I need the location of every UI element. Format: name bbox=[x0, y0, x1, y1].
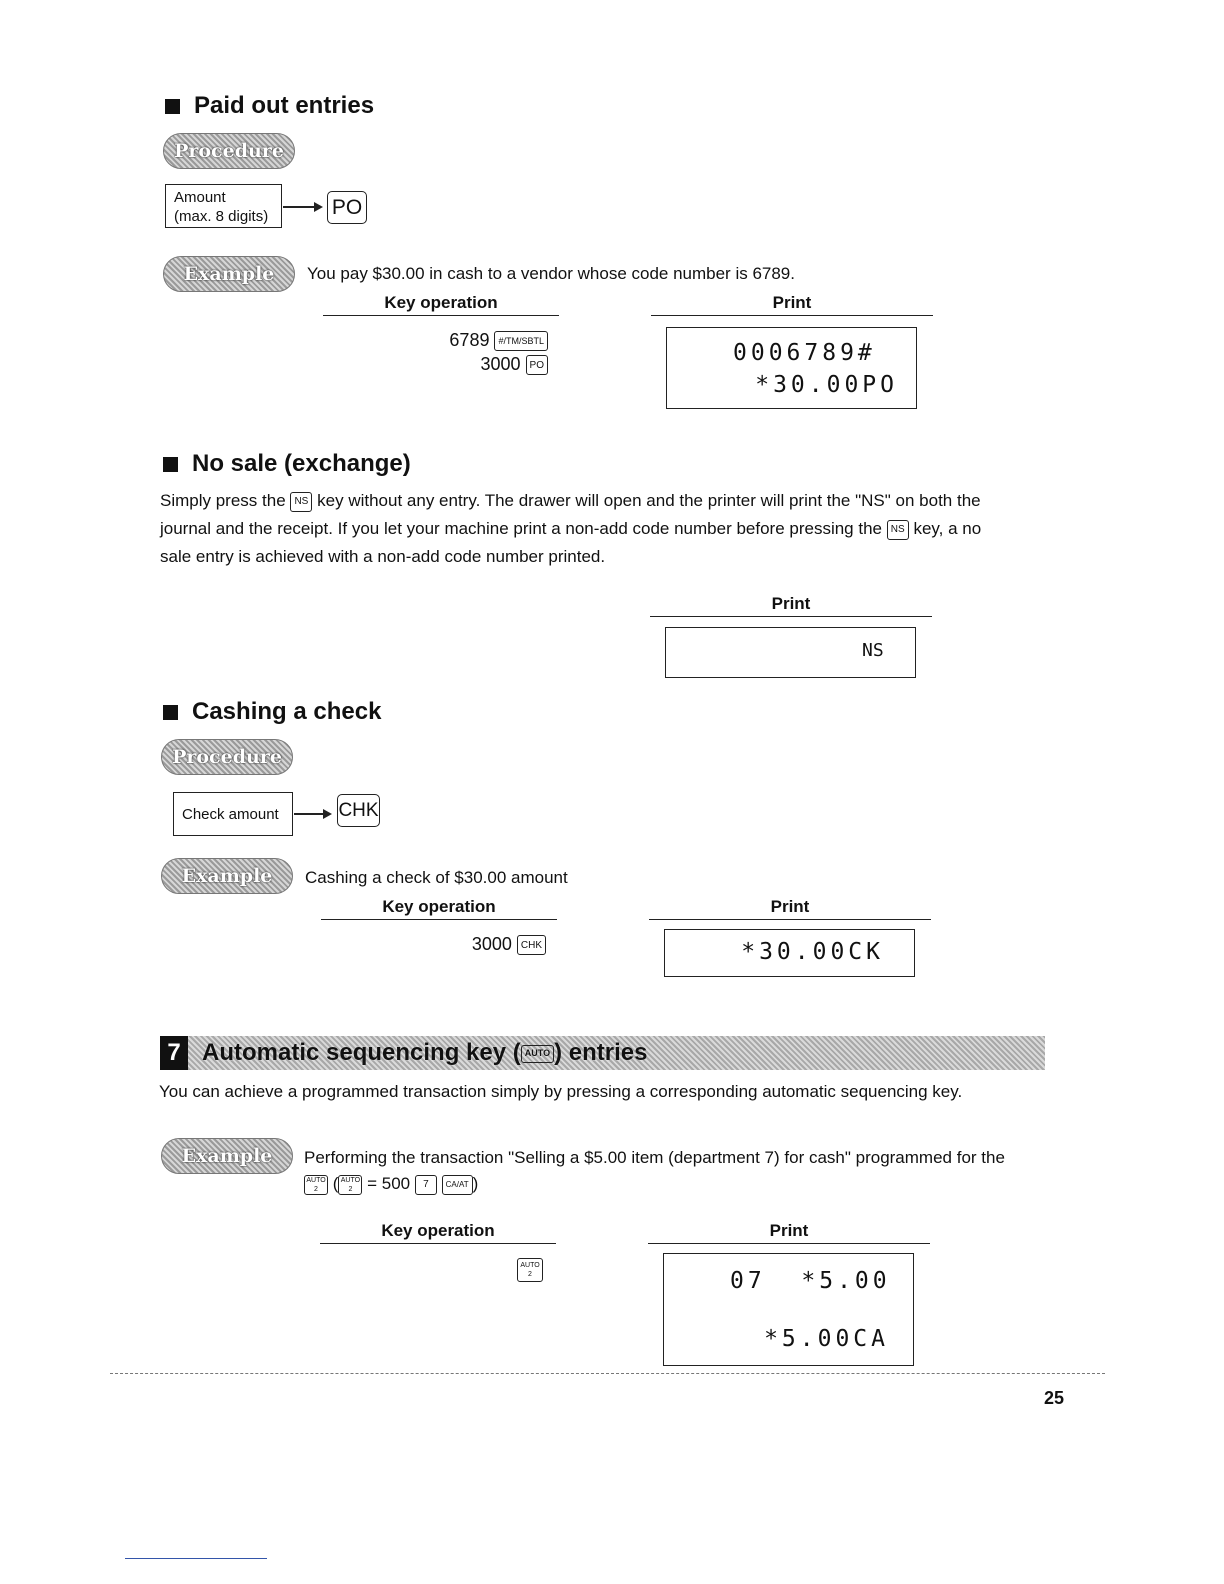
example-badge: Example bbox=[161, 858, 293, 894]
dept7-key: 7 bbox=[415, 1175, 437, 1195]
print-receipt-box bbox=[665, 627, 916, 678]
footer-line bbox=[125, 1558, 267, 1559]
example-key-sequence: AUTO 2 ( AUTO 2 = 500 7 CA/AT ) bbox=[304, 1171, 1005, 1197]
key-operation-header: Key operation bbox=[323, 293, 559, 316]
procedure-badge: Procedure bbox=[161, 739, 293, 775]
auto-key: AUTO bbox=[521, 1045, 554, 1063]
key-operation-header: Key operation bbox=[320, 1221, 556, 1244]
print-header: Print bbox=[650, 594, 932, 617]
amount-input-box: Amount (max. 8 digits) bbox=[165, 184, 282, 228]
auto2-key: AUTO 2 bbox=[304, 1175, 328, 1195]
print-line: NS bbox=[862, 640, 884, 661]
key-operation-header: Key operation bbox=[321, 897, 557, 920]
section-title-cashing-check: Cashing a check bbox=[163, 698, 381, 726]
print-header: Print bbox=[651, 293, 933, 316]
auto2-key: AUTO 2 bbox=[338, 1175, 362, 1195]
bullet-square-icon bbox=[163, 705, 178, 720]
chk-key: CHK bbox=[337, 794, 380, 827]
bullet-square-icon bbox=[163, 457, 178, 472]
section-number: 7 bbox=[160, 1036, 188, 1070]
arrow-right-icon bbox=[283, 206, 321, 208]
example-badge: Example bbox=[163, 256, 295, 292]
no-sale-paragraph: Simply press the NS key without any entry. The drawer will open and the printer will print the "NS" on both the journal and the receipt. If you let your machine print a non-add code number before pressing the NS key, a no sale entry is achieved with a non-add code number printed. bbox=[160, 491, 982, 566]
print-receipt-box bbox=[666, 327, 917, 409]
print-header: Print bbox=[649, 897, 931, 920]
key-op-line: 3000 PO bbox=[380, 352, 548, 376]
example-text: Cashing a check of $30.00 amount bbox=[305, 868, 568, 887]
section-title-paid-out: Paid out entries bbox=[165, 92, 374, 120]
print-line: *30.00PO bbox=[755, 372, 898, 398]
section-title-no-sale: No sale (exchange) bbox=[163, 450, 411, 478]
auto2-key: AUTO 2 bbox=[517, 1258, 543, 1282]
example-badge: Example bbox=[161, 1138, 293, 1174]
po-key-small: PO bbox=[526, 355, 548, 375]
key-operation-lines bbox=[380, 328, 548, 376]
print-line: 07 *5.00 bbox=[730, 1268, 891, 1294]
procedure-badge: Procedure bbox=[163, 133, 295, 169]
print-receipt-box bbox=[663, 1253, 914, 1366]
example-text: You pay $30.00 in cash to a vendor whose code number is 6789. bbox=[307, 264, 795, 283]
auto-seq-intro: You can achieve a programmed transaction simply by pressing a corresponding automatic sequencing key. bbox=[159, 1082, 963, 1101]
chk-key-small: CHK bbox=[517, 935, 546, 955]
print-receipt-box bbox=[664, 929, 915, 977]
key-op-line: 6789 #/TM/SBTL bbox=[380, 328, 548, 352]
print-line: *30.00CK bbox=[741, 939, 884, 965]
po-key: PO bbox=[327, 191, 367, 224]
check-amount-input-box: Check amount bbox=[173, 792, 293, 836]
example-text-block: Performing the transaction "Selling a $5.00 item (department 7) for cash" programmed for the AUTO 2 ( AUTO 2 = 500 7 CA/AT ) bbox=[304, 1145, 1005, 1197]
page-number: 25 bbox=[1044, 1388, 1065, 1408]
arrow-right-icon bbox=[294, 813, 330, 815]
print-line: *5.00CA bbox=[764, 1326, 889, 1352]
ns-key: NS bbox=[887, 520, 909, 540]
print-line: 0006789# bbox=[733, 340, 876, 366]
section-banner-auto-seq bbox=[160, 1036, 1045, 1070]
tm-sbtl-key: #/TM/SBTL bbox=[494, 331, 548, 351]
bullet-square-icon bbox=[165, 99, 180, 114]
print-header: Print bbox=[648, 1221, 930, 1244]
footer-divider bbox=[110, 1373, 1105, 1374]
key-op-line bbox=[517, 1258, 543, 1282]
key-op-line: 3000 CHK bbox=[380, 932, 546, 956]
section-title-auto-seq: Automatic sequencing key ( AUTO ) entries bbox=[202, 1039, 648, 1066]
ca-at-key: CA/AT bbox=[442, 1175, 473, 1195]
ns-key: NS bbox=[290, 492, 312, 512]
